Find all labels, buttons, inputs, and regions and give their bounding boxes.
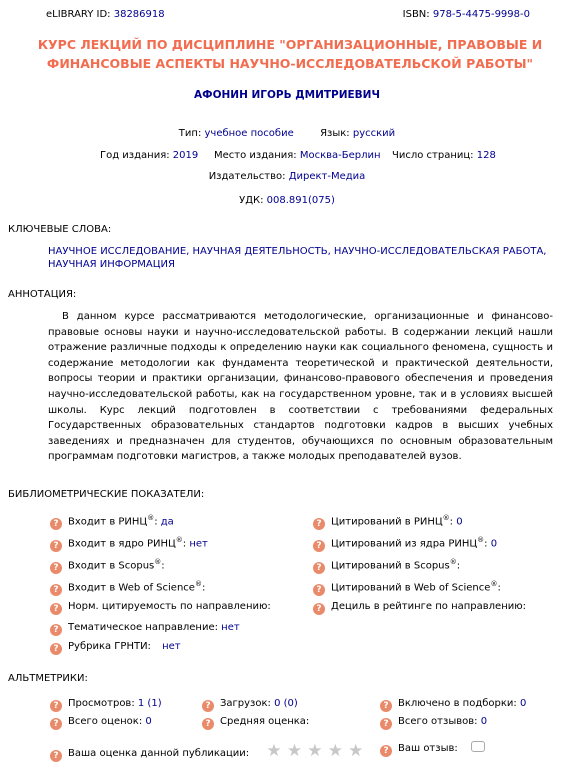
help-icon[interactable]: ?	[50, 750, 62, 762]
year-label: Год издания:	[100, 150, 170, 161]
norm-label: Норм. цитируемость по направлению:	[68, 601, 271, 612]
cit-rinc-label: Цитирований в РИНЦ	[331, 516, 443, 528]
udk-label: УДК:	[239, 195, 264, 206]
place-label: Место издания:	[214, 150, 297, 161]
comment-icon[interactable]	[471, 741, 485, 752]
star-icon[interactable]: ★	[307, 741, 323, 761]
avg-row	[202, 716, 309, 730]
topic-label: Тематическое направление:	[68, 622, 218, 633]
reviews-value: 0	[480, 716, 488, 727]
registered-mark: ®	[442, 514, 450, 522]
collections-value: 0	[519, 698, 527, 709]
star-icon[interactable]: ★	[327, 741, 343, 761]
help-icon[interactable]: ?	[50, 518, 62, 530]
collections-row	[380, 698, 526, 712]
help-icon[interactable]: ?	[50, 562, 62, 574]
help-icon[interactable]: ?	[313, 584, 325, 596]
registered-mark: ®	[490, 580, 498, 588]
registered-mark: ®	[449, 558, 457, 566]
colon: :	[154, 516, 158, 528]
topic-value: нет	[221, 622, 240, 633]
isbn-value: 978-5-4475-9998-0	[432, 9, 530, 20]
your-rating-row	[50, 741, 365, 762]
author-name[interactable]: АФОНИН ИГОРЬ ДМИТРИЕВИЧ	[194, 89, 380, 101]
cit-scopus-row	[313, 558, 460, 574]
pages-value: 128	[476, 150, 496, 161]
your-review-label: Ваш отзыв:	[398, 743, 458, 754]
cit-rinc-value: 0	[456, 516, 463, 528]
isbn-row	[403, 9, 530, 20]
decile-label: Дециль в рейтинге по направлению:	[331, 601, 527, 612]
year-row	[100, 150, 198, 161]
publisher-row	[0, 171, 574, 182]
colon: :	[201, 582, 206, 594]
keywords-heading: КЛЮЧЕВЫЕ СЛОВА:	[8, 224, 112, 235]
cit-core-value: 0	[490, 538, 498, 550]
downloads-row	[202, 698, 298, 712]
help-icon[interactable]: ?	[313, 562, 325, 574]
help-icon[interactable]: ?	[202, 700, 214, 712]
views-value: 1 (1)	[137, 698, 162, 709]
scopus-row	[50, 558, 165, 574]
help-icon[interactable]: ?	[50, 718, 62, 730]
help-icon[interactable]: ?	[50, 643, 62, 655]
elibrary-id-row	[46, 9, 165, 20]
place-value: Москва-Берлин	[299, 150, 381, 161]
elibrary-id-value[interactable]: 38286918	[113, 9, 165, 20]
keywords-list	[48, 245, 548, 271]
help-icon[interactable]: ?	[50, 624, 62, 636]
rating-stars	[266, 741, 365, 761]
ratings-value: 0	[145, 716, 152, 727]
rinc-row	[50, 514, 174, 530]
core-label: Входит в ядро РИНЦ	[68, 538, 176, 550]
decile-row	[313, 601, 526, 615]
views-label: Просмотров:	[68, 698, 135, 709]
help-icon[interactable]: ?	[50, 603, 62, 615]
elibrary-id-label: eLIBRARY ID:	[46, 9, 111, 20]
isbn-label: ISBN:	[402, 9, 430, 20]
registered-mark: ®	[477, 536, 485, 544]
downloads-label: Загрузок:	[220, 698, 271, 709]
year-value: 2019	[172, 150, 199, 161]
keywords-line-1[interactable]: НАУЧНОЕ ИССЛЕДОВАНИЕ, НАУЧНАЯ ДЕЯТЕЛЬНОСТЬ, НАУЧНО-ИССЛЕДОВАТЕЛЬСКАЯ РАБОТА,	[48, 246, 547, 257]
lang-value: русский	[352, 128, 396, 139]
colon: :	[182, 538, 187, 550]
grnti-row	[50, 641, 181, 655]
pages-label: Число страниц:	[392, 150, 474, 161]
udk-row	[0, 195, 574, 206]
star-icon[interactable]: ★	[348, 741, 364, 761]
publication-title: КУРС ЛЕКЦИЙ ПО ДИСЦИПЛИНЕ "ОРГАНИЗАЦИОННЫЕ, ПРАВОВЫЕ И ФИНАНСОВЫЕ АСПЕКТЫ НАУЧНО-ИССЛЕДОВАТЕЛЬСКОЙ РАБОТЫ"	[37, 37, 543, 71]
udk-value: 008.891(075)	[266, 195, 335, 206]
colon: :	[484, 538, 488, 550]
wos-label: Входит в Web of Science	[68, 582, 195, 594]
your-rating-label: Ваша оценка данной публикации:	[68, 748, 250, 759]
core-row	[50, 536, 208, 552]
type-lang-row	[0, 128, 574, 139]
lang-label: Язык:	[320, 128, 350, 139]
cit-wos-row	[313, 580, 501, 596]
avg-label: Средняя оценка:	[220, 716, 310, 727]
annotation-text: В данном курсе рассматриваются методологические, организационные и финансово-правовые основы науки и научно-исследовательской работы. В содержании лекций нашли отражение различные подходы к определению науки как социального феномена, сущность и содержание методологии как фундамента теоретической и практической деятельности, вопросы теории и практики организации, финансово-правового обеспечения и проведения научно-исследовательской работы, как на государственном уровне, так и в условиях высшей школы. Курс лекций подготовлен в соответствии с требованиями федеральных Государственных образовательных стандартов подготовки кадров в высших учебных заведениях и предназначен для студентов, обучающихся по основным образовательным программам подготовки магистров, а также молодых преподавателей вузов.	[48, 311, 553, 463]
help-icon[interactable]: ?	[380, 700, 392, 712]
altmetrics-heading: АЛЬТМЕТРИКИ:	[8, 673, 88, 684]
publisher-label: Издательство:	[208, 171, 286, 182]
help-icon[interactable]: ?	[313, 540, 325, 552]
registered-mark: ®	[175, 536, 183, 544]
grnti-value: нет	[162, 641, 181, 652]
rinc-value: да	[160, 516, 174, 528]
publisher-value[interactable]: Директ-Медиа	[288, 171, 366, 182]
help-icon[interactable]: ?	[313, 603, 325, 615]
views-row	[50, 698, 162, 712]
registered-mark: ®	[147, 514, 155, 522]
help-icon[interactable]: ?	[202, 718, 214, 730]
star-icon[interactable]: ★	[286, 741, 303, 761]
type-value: учебное пособие	[204, 128, 294, 139]
ratings-row	[50, 716, 152, 730]
rinc-label: Входит в РИНЦ	[68, 516, 148, 528]
help-icon[interactable]: ?	[313, 518, 325, 530]
cit-scopus-label: Цитирований в Scopus	[331, 560, 450, 572]
colon: :	[456, 560, 461, 572]
colon: :	[449, 516, 454, 528]
collections-label: Включено в подборки:	[398, 698, 517, 709]
reviews-row	[380, 716, 487, 730]
help-icon[interactable]: ?	[380, 718, 392, 730]
topic-row	[50, 622, 240, 636]
registered-mark: ®	[194, 580, 202, 588]
downloads-value: 0 (0)	[274, 698, 298, 709]
type-label: Тип:	[178, 128, 202, 139]
colon: :	[161, 560, 165, 572]
annotation-heading: АННОТАЦИЯ:	[8, 289, 77, 300]
keywords-line-2[interactable]: НАУЧНАЯ ИНФОРМАЦИЯ	[48, 259, 175, 270]
place-row	[214, 150, 381, 161]
colon: :	[497, 582, 501, 594]
cit-core-label: Цитирований из ядра РИНЦ	[331, 538, 478, 550]
pages-row	[392, 150, 496, 161]
your-review-row	[380, 741, 485, 757]
grnti-label: Рубрика ГРНТИ:	[68, 641, 151, 652]
star-icon[interactable]: ★	[266, 741, 282, 761]
scopus-label: Входит в Scopus	[68, 560, 155, 572]
core-value: нет	[189, 538, 208, 550]
reviews-label: Всего отзывов:	[398, 716, 478, 727]
ratings-label: Всего оценок:	[68, 716, 143, 727]
help-icon[interactable]: ?	[50, 700, 62, 712]
cit-core-row	[313, 536, 497, 552]
biblio-heading: БИБЛИОМЕТРИЧЕСКИЕ ПОКАЗАТЕЛИ:	[8, 489, 205, 500]
help-icon[interactable]: ?	[50, 540, 62, 552]
cit-wos-label: Цитирований в Web of Science	[331, 582, 491, 594]
cit-rinc-row	[313, 514, 463, 530]
norm-row	[50, 601, 271, 615]
help-icon[interactable]: ?	[380, 745, 392, 757]
registered-mark: ®	[154, 558, 162, 566]
help-icon[interactable]: ?	[50, 584, 62, 596]
wos-row	[50, 580, 205, 596]
